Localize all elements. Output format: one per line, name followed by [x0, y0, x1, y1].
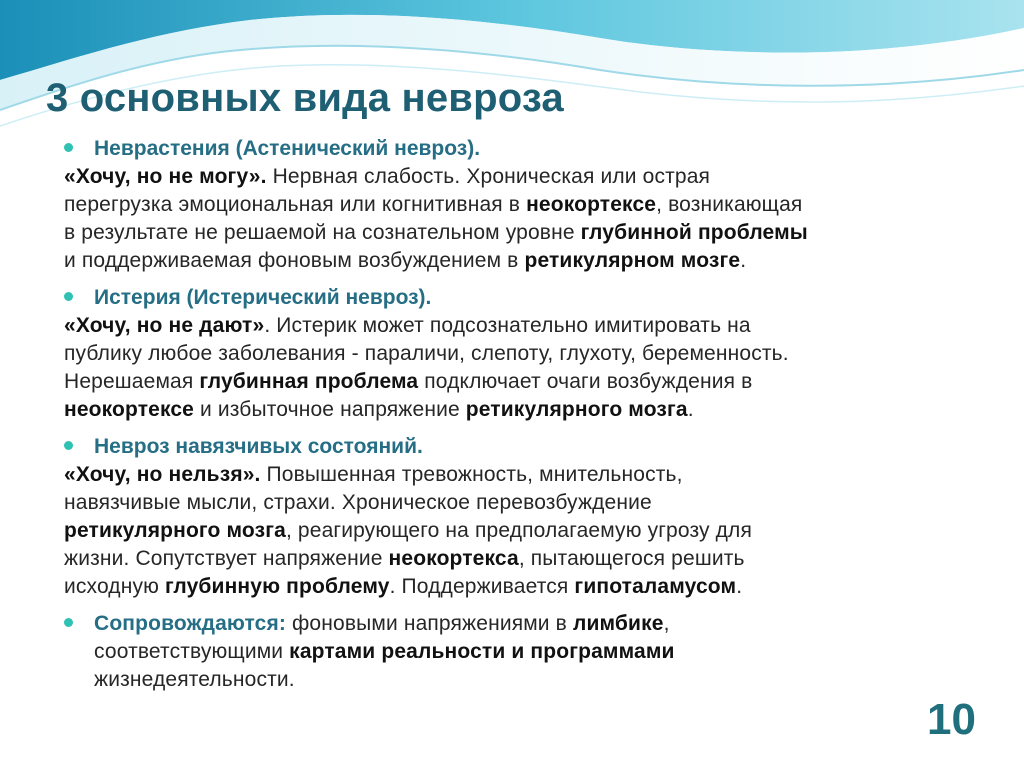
bullet-item: [64, 284, 984, 424]
body-line: [64, 489, 984, 517]
body-text: перегрузка эмоциональная или когнитивная в: [64, 193, 527, 216]
body-text: навязчивые мысли, страхи. Хроническое перевозбуждение: [64, 491, 652, 514]
body-text: фоновыми напряжениями в: [286, 612, 573, 635]
body-text: , пытающегося решить: [518, 547, 745, 570]
emphasis-text: неокортекса: [388, 547, 519, 570]
emphasis-text: лимбике: [572, 612, 664, 635]
emphasis-text: «Хочу, но не могу».: [64, 165, 267, 188]
body-text: .: [740, 249, 747, 272]
body-text: .: [736, 575, 743, 598]
emphasis-text: неокортексе: [526, 193, 657, 216]
slide-title: 3 основных вида невроза: [46, 76, 564, 120]
body-text: публику любое заболевания - параличи, слепоту, глухоту, беременность.: [64, 342, 789, 365]
body-text: исходную: [64, 575, 165, 598]
body-line: [64, 573, 984, 601]
bullet-dot-icon: [64, 441, 73, 450]
body-line: [64, 191, 984, 219]
body-text: . Истерик может подсознательно имитировать на: [264, 314, 751, 337]
body-line: [64, 396, 984, 424]
bullet-item: [64, 135, 984, 275]
body-line: [64, 163, 984, 191]
emphasis-text: глубинную проблему: [165, 575, 390, 598]
body-text: Нервная слабость. Хроническая или острая: [266, 165, 711, 188]
emphasis-text: «Хочу, но не дают»: [64, 314, 265, 337]
emphasis-text: глубинной проблемы: [580, 221, 808, 244]
bullet-heading: Истерия (Истерический невроз).: [94, 286, 432, 309]
bullet-item: [64, 433, 984, 601]
body-text: подключает очаги возбуждения в: [418, 370, 753, 393]
body-text: соответствующими: [94, 640, 290, 663]
body-line: [64, 517, 984, 545]
body-text: , возникающая: [656, 193, 803, 216]
body-text: , реагирующего на предполагаемую угрозу для: [285, 519, 752, 542]
emphasis-text: глубинная проблема: [199, 370, 419, 393]
bullet-item-summary: [64, 610, 984, 694]
header-wave-decoration: [0, 0, 1024, 150]
bullet-dot-icon: [64, 292, 73, 301]
body-line: [64, 368, 984, 396]
page-number: 10: [927, 695, 976, 744]
body-line: [64, 610, 984, 638]
body-text: . Поддерживается: [389, 575, 575, 598]
bullet-heading: Сопровождаются:: [94, 612, 287, 635]
body-text: Нерешаемая: [64, 370, 200, 393]
body-text: жизни. Сопутствует напряжение: [64, 547, 389, 570]
body-line: [64, 666, 984, 694]
body-line: [64, 545, 984, 573]
emphasis-text: ретикулярном мозге: [524, 249, 741, 272]
body-line: [64, 461, 984, 489]
emphasis-text: ретикулярного мозга: [64, 519, 286, 542]
body-text: в результате не решаемой на сознательном уровне: [64, 221, 581, 244]
bullet-heading: Невроз навязчивых состояний.: [94, 435, 423, 458]
body-line: [64, 247, 984, 275]
emphasis-text: гипоталамусом: [574, 575, 737, 598]
body-line: [64, 219, 984, 247]
body-text: ,: [663, 612, 670, 635]
content-list: [64, 135, 984, 703]
bullet-heading: Неврастения (Астенический невроз).: [94, 137, 481, 160]
body-text: Повышенная тревожность, мнительность,: [260, 463, 683, 486]
body-line: [64, 312, 984, 340]
emphasis-text: неокортексе: [64, 398, 195, 421]
emphasis-text: картами реальности и программами: [289, 640, 675, 663]
bullet-dot-icon: [64, 143, 73, 152]
body-text: .: [687, 398, 694, 421]
body-text: и поддерживаемая фоновым возбуждением в: [64, 249, 525, 272]
body-line: [64, 340, 984, 368]
emphasis-text: ретикулярного мозга: [465, 398, 688, 421]
bullet-dot-icon: [64, 618, 73, 627]
body-text: жизнедеятельности.: [94, 668, 295, 691]
body-line: [64, 638, 984, 666]
body-text: и избыточное напряжение: [194, 398, 466, 421]
emphasis-text: «Хочу, но нельзя».: [64, 463, 261, 486]
